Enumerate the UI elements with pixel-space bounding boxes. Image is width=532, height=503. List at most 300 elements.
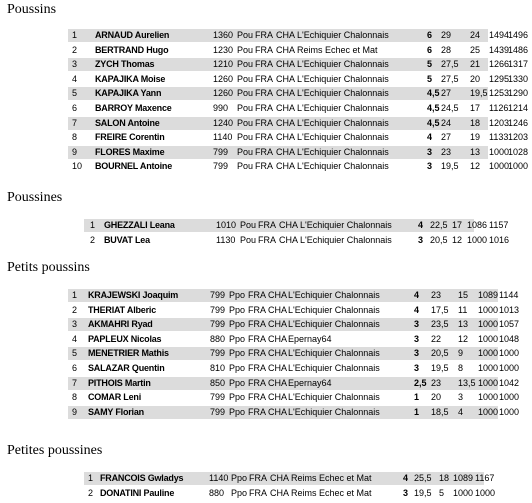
cell-last: 1486 [508, 45, 529, 55]
cell-rank: 3 [72, 59, 78, 69]
cell-perf: 1000 [478, 305, 499, 315]
cell-pts: 4 [403, 473, 409, 483]
cell-buch: 19,5 [414, 488, 432, 498]
cell-name: FRANCOIS Gwladys [100, 473, 184, 483]
cell-rank: 8 [72, 392, 78, 402]
cell-lig: CHA [270, 473, 290, 483]
table-row [68, 391, 520, 404]
cell-rank: 1 [90, 220, 96, 230]
cell-lig: CHA [268, 392, 288, 402]
cell-name: PITHOIS Martin [88, 378, 151, 388]
cell-lig: CHA [276, 103, 296, 113]
cell-buch: 24 [441, 118, 452, 128]
cell-lig: CHA [276, 88, 296, 98]
cell-pts: 3 [427, 147, 433, 157]
cell-pts: 4 [414, 290, 420, 300]
cell-rank: 1 [88, 473, 94, 483]
cell-fed: FRA [248, 319, 266, 329]
cell-elo: 810 [210, 363, 226, 373]
cell-cat: Pou [237, 103, 254, 113]
cell-club: L'Echiquier Chalonnais [288, 290, 380, 300]
cell-pts: 3 [427, 161, 433, 171]
cell-club: L'Echiquier Chalonnais [297, 103, 389, 113]
cell-fed: FRA [255, 30, 273, 40]
cell-lig: CHA [268, 378, 288, 388]
cell-cat: Ppo [229, 348, 246, 358]
cell-cat: Pou [240, 220, 257, 230]
cell-last: 1000 [499, 348, 520, 358]
cell-cat: Ppo [229, 363, 246, 373]
cell-cat: Pou [240, 235, 257, 245]
cell-pts: 2,5 [414, 378, 427, 388]
cell-cat: Ppo [229, 334, 246, 344]
table-row [68, 318, 520, 331]
cell-club: L'Echiquier Chalonnais [288, 319, 380, 329]
cell-last: 1144 [499, 290, 519, 300]
cell-perf: 1000 [478, 334, 499, 344]
cell-perf: 1126 [489, 103, 509, 113]
cell-lig: CHA [276, 30, 296, 40]
cell-rank: 6 [72, 363, 78, 373]
cell-elo: 799 [210, 290, 226, 300]
cell-rank: 4 [72, 334, 78, 344]
cell-buch: 20 [431, 392, 442, 402]
cell-cat: Ppo [229, 378, 246, 388]
cell-rank: 7 [72, 378, 78, 388]
cell-cat: Pou [237, 88, 254, 98]
cell-buch: 29 [441, 30, 452, 40]
cell-club: L'Echiquier Chalonnais [288, 305, 380, 315]
cell-name: FREIRE Corentin [95, 132, 165, 142]
cell-cat: Pou [237, 161, 254, 171]
cell-elo: 799 [210, 305, 226, 315]
cell-tb: 24 [470, 30, 481, 40]
cell-name: BERTRAND Hugo [95, 45, 169, 55]
cell-last: 1214 [508, 103, 529, 113]
cell-fed: FRA [255, 161, 273, 171]
table-row [68, 58, 529, 71]
cell-pts: 5 [427, 74, 433, 84]
table-row [68, 406, 520, 419]
cell-elo: 799 [210, 348, 226, 358]
cell-club: Reims Echec et Mat [291, 473, 372, 483]
cell-fed: FRA [248, 348, 266, 358]
cell-club: Reims Echec et Mat [291, 488, 372, 498]
cell-rank: 8 [72, 132, 78, 142]
cell-last: 1000 [499, 363, 520, 373]
cell-last: 1246 [508, 118, 529, 128]
cell-cat: Pou [237, 45, 254, 55]
cell-rank: 2 [90, 235, 96, 245]
table-row [68, 44, 529, 57]
cell-fed: FRA [248, 392, 266, 402]
cell-club: L'Echiquier Chalonnais [297, 74, 389, 84]
cell-name: DONATINI Pauline [100, 488, 175, 498]
cell-lig: CHA [276, 74, 296, 84]
cell-name: ARNAUD Aurelien [95, 30, 170, 40]
cell-perf: 1000 [453, 488, 474, 498]
cell-buch: 23 [431, 290, 442, 300]
cell-last: 1157 [489, 220, 509, 230]
table-row [84, 487, 496, 500]
cell-pts: 1 [414, 407, 420, 417]
cell-elo: 799 [213, 147, 229, 157]
cell-tb: 3 [458, 392, 464, 402]
cell-name: COMAR Leni [88, 392, 141, 402]
cell-tb: 13 [458, 319, 469, 329]
cell-fed: FRA [248, 363, 266, 373]
cell-tb: 13,5 [458, 378, 476, 388]
cell-name: SALON Antoine [95, 118, 160, 128]
cell-lig: CHA [276, 132, 296, 142]
cell-lig: CHA [279, 220, 299, 230]
cell-perf: 1000 [478, 363, 499, 373]
cell-cat: Ppo [231, 473, 248, 483]
cell-perf: 1000 [489, 161, 510, 171]
cell-last: 1000 [499, 392, 520, 402]
cell-cat: Pou [237, 30, 254, 40]
cell-fed: FRA [255, 103, 273, 113]
section-title: Petites poussines [7, 443, 103, 458]
cell-perf: 1089 [453, 473, 474, 483]
cell-last: 1290 [508, 88, 529, 98]
cell-cat: Pou [237, 147, 254, 157]
cell-buch: 23 [431, 378, 442, 388]
cell-cat: Ppo [229, 407, 246, 417]
cell-tb: 12 [470, 161, 481, 171]
cell-tb: 17 [470, 103, 481, 113]
cell-rank: 2 [72, 305, 78, 315]
cell-last: 1000 [475, 488, 496, 498]
cell-tb: 9 [458, 348, 464, 358]
cell-elo: 1230 [213, 45, 234, 55]
cell-name: BOURNEL Antoine [95, 161, 172, 171]
cell-buch: 22,5 [430, 220, 448, 230]
section-title: Petits poussins [7, 260, 90, 275]
cell-rank: 2 [72, 45, 78, 55]
cell-name: ZYCH Thomas [95, 59, 155, 69]
cell-tb: 18 [470, 118, 481, 128]
cell-name: AKMAHRI Ryad [88, 319, 153, 329]
cell-last: 1048 [499, 334, 520, 344]
cell-last: 1057 [499, 319, 520, 329]
cell-elo: 1140 [209, 473, 229, 483]
cell-pts: 4 [418, 220, 424, 230]
cell-club: L'Echiquier Chalonnais [297, 147, 389, 157]
table-row [68, 362, 520, 375]
cell-pts: 4,5 [427, 118, 440, 128]
table-row [68, 87, 529, 100]
table-row [68, 146, 529, 159]
cell-pts: 3 [414, 334, 420, 344]
cell-pts: 4,5 [427, 103, 440, 113]
cell-buch: 27 [441, 132, 452, 142]
cell-cat: Pou [237, 59, 254, 69]
table-row [84, 472, 495, 485]
cell-pts: 6 [427, 30, 433, 40]
cell-perf: 1203 [489, 118, 510, 128]
cell-fed: FRA [255, 88, 273, 98]
cell-fed: FRA [248, 378, 266, 388]
cell-perf: 1295 [489, 74, 510, 84]
cell-name: SALAZAR Quentin [88, 363, 165, 373]
cell-elo: 799 [210, 319, 226, 329]
cell-pts: 3 [414, 348, 420, 358]
cell-tb: 12 [452, 235, 463, 245]
cell-elo: 1140 [213, 132, 233, 142]
cell-pts: 3 [403, 488, 409, 498]
table-row [68, 73, 529, 86]
cell-pts: 6 [427, 45, 433, 55]
cell-last: 1028 [508, 147, 529, 157]
table-row [68, 304, 520, 317]
cell-rank: 5 [72, 88, 78, 98]
cell-tb: 25 [470, 45, 481, 55]
cell-last: 1042 [499, 378, 520, 388]
cell-tb: 21 [470, 59, 481, 69]
cell-perf: 1000 [489, 147, 510, 157]
cell-buch: 28 [441, 45, 452, 55]
cell-fed: FRA [249, 473, 267, 483]
cell-name: KRAJEWSKI Joaquim [88, 290, 179, 300]
cell-club: L'Echiquier Chalonnais [288, 392, 380, 402]
cell-fed: FRA [258, 220, 276, 230]
table-row [68, 333, 520, 346]
cell-lig: CHA [268, 363, 288, 373]
cell-lig: CHA [268, 407, 288, 417]
cell-pts: 1 [414, 392, 420, 402]
cell-fed: FRA [255, 132, 273, 142]
cell-elo: 1240 [213, 118, 234, 128]
cell-elo: 1260 [213, 74, 234, 84]
cell-cat: Ppo [229, 305, 246, 315]
cell-buch: 20,5 [430, 235, 448, 245]
cell-perf: 1494 [489, 30, 510, 40]
cell-buch: 23 [441, 147, 452, 157]
cell-perf: 1439 [489, 45, 510, 55]
cell-lig: CHA [279, 235, 299, 245]
cell-rank: 9 [72, 407, 78, 417]
cell-name: FLORES Maxime [95, 147, 165, 157]
cell-fed: FRA [248, 305, 266, 315]
table-row [68, 29, 529, 42]
cell-tb: 5 [439, 488, 445, 498]
cell-name: BUVAT Lea [104, 235, 150, 245]
cell-lig: CHA [276, 161, 296, 171]
cell-cat: Ppo [231, 488, 248, 498]
cell-last: 1317 [508, 59, 529, 69]
cell-name: BARROY Maxence [95, 103, 172, 113]
section-title: Poussines [7, 190, 63, 205]
cell-last: 1496 [508, 30, 529, 40]
cell-club: L'Echiquier Chalonnais [297, 161, 389, 171]
cell-fed: FRA [258, 235, 276, 245]
cell-lig: CHA [276, 118, 296, 128]
cell-tb: 8 [458, 363, 464, 373]
table-row [68, 131, 529, 144]
table-row [84, 234, 510, 247]
table-row [84, 219, 509, 232]
cell-elo: 1130 [216, 235, 236, 245]
cell-name: THERIAT Alberic [88, 305, 157, 315]
cell-last: 1000 [508, 161, 529, 171]
cell-lig: CHA [268, 290, 288, 300]
cell-lig: CHA [268, 348, 288, 358]
cell-fed: FRA [255, 118, 273, 128]
cell-tb: 13 [470, 147, 481, 157]
cell-elo: 1360 [213, 30, 234, 40]
cell-rank: 1 [72, 30, 78, 40]
cell-perf: 1000 [478, 348, 499, 358]
cell-tb: 11 [458, 305, 468, 315]
cell-lig: CHA [276, 147, 296, 157]
table-row [68, 347, 520, 360]
cell-buch: 27,5 [441, 59, 459, 69]
cell-last: 1016 [489, 235, 510, 245]
cell-rank: 5 [72, 348, 78, 358]
cell-name: GHEZZALI Leana [104, 220, 175, 230]
cell-rank: 9 [72, 147, 78, 157]
cell-last: 1000 [499, 407, 520, 417]
cell-lig: CHA [268, 319, 288, 329]
cell-perf: 1089 [478, 290, 499, 300]
cell-tb: 20 [470, 74, 481, 84]
cell-club: L'Echiquier Chalonnais [288, 363, 380, 373]
cell-perf: 1000 [478, 378, 499, 388]
cell-club: Reims Echec et Mat [297, 45, 378, 55]
cell-pts: 3 [414, 363, 420, 373]
cell-club: L'Echiquier Chalonnais [300, 235, 392, 245]
cell-elo: 1210 [213, 59, 234, 69]
cell-rank: 7 [72, 118, 78, 128]
cell-club: L'Echiquier Chalonnais [288, 407, 380, 417]
cell-pts: 5 [427, 59, 433, 69]
cell-fed: FRA [255, 59, 273, 69]
cell-fed: FRA [255, 147, 273, 157]
cell-rank: 3 [72, 319, 78, 329]
cell-name: PAPLEUX Nicolas [88, 334, 162, 344]
cell-name: KAPAJIKA Moise [95, 74, 166, 84]
cell-elo: 799 [210, 407, 226, 417]
cell-perf: 1253 [489, 88, 510, 98]
cell-name: SAMY Florian [88, 407, 144, 417]
cell-last: 1167 [475, 473, 495, 483]
cell-buch: 23,5 [431, 319, 449, 329]
cell-perf: 1000 [478, 319, 499, 329]
cell-buch: 18,5 [431, 407, 449, 417]
table-row [68, 102, 529, 115]
cell-tb: 4 [458, 407, 464, 417]
cell-pts: 3 [418, 235, 424, 245]
cell-buch: 22 [431, 334, 442, 344]
cell-elo: 850 [210, 378, 226, 388]
cell-club: L'Echiquier Chalonnais [297, 118, 389, 128]
cell-buch: 27 [441, 88, 452, 98]
cell-pts: 4 [414, 305, 420, 315]
cell-name: MENETRIER Mathis [88, 348, 169, 358]
cell-buch: 24,5 [441, 103, 459, 113]
table-row [68, 377, 520, 390]
cell-perf: 1266 [489, 59, 510, 69]
cell-buch: 25,5 [414, 473, 432, 483]
cell-perf: 1000 [478, 407, 499, 417]
cell-elo: 799 [213, 161, 229, 171]
cell-lig: CHA [276, 45, 296, 55]
section-title: Poussins [7, 2, 57, 17]
cell-last: 1013 [499, 305, 520, 315]
cell-club: L'Echiquier Chalonnais [288, 348, 380, 358]
cell-club: L'Echiquier Chalonnais [297, 88, 389, 98]
cell-tb: 18 [439, 473, 450, 483]
cell-lig: CHA [268, 305, 288, 315]
cell-rank: 6 [72, 103, 78, 113]
cell-club: L'Echiquier Chalonnais [297, 30, 389, 40]
cell-pts: 4 [427, 132, 433, 142]
cell-cat: Ppo [229, 319, 246, 329]
cell-buch: 19,5 [441, 161, 459, 171]
cell-elo: 1010 [216, 220, 237, 230]
cell-name: KAPAJIKA Yann [95, 88, 162, 98]
cell-fed: FRA [255, 74, 273, 84]
cell-tb: 15 [458, 290, 469, 300]
cell-club: Epernay64 [288, 334, 332, 344]
table-row [68, 289, 519, 302]
cell-rank: 1 [72, 290, 78, 300]
cell-tb: 17 [452, 220, 463, 230]
cell-perf: 1000 [478, 392, 499, 402]
cell-perf: 1133 [489, 132, 509, 142]
cell-elo: 799 [210, 392, 226, 402]
cell-last: 1330 [508, 74, 529, 84]
cell-pts: 4,5 [427, 88, 440, 98]
cell-cat: Pou [237, 118, 254, 128]
cell-rank: 4 [72, 74, 78, 84]
cell-tb: 19 [470, 132, 481, 142]
cell-cat: Ppo [229, 290, 246, 300]
table-row [68, 117, 529, 130]
cell-fed: FRA [255, 45, 273, 55]
cell-last: 1203 [508, 132, 529, 142]
cell-lig: CHA [276, 59, 296, 69]
cell-cat: Pou [237, 74, 254, 84]
cell-fed: FRA [248, 290, 266, 300]
cell-club: L'Echiquier Chalonnais [297, 132, 389, 142]
cell-lig: CHA [270, 488, 290, 498]
cell-perf: 1000 [467, 235, 488, 245]
cell-buch: 17,5 [431, 305, 449, 315]
cell-elo: 880 [210, 334, 226, 344]
cell-fed: FRA [249, 488, 267, 498]
cell-cat: Ppo [229, 392, 246, 402]
cell-rank: 10 [72, 161, 83, 171]
cell-fed: FRA [248, 407, 266, 417]
cell-club: Epernay64 [288, 378, 332, 388]
cell-cat: Pou [237, 132, 254, 142]
cell-buch: 19,5 [431, 363, 449, 373]
cell-tb: 19,5 [470, 88, 488, 98]
cell-tb: 12 [458, 334, 469, 344]
cell-pts: 3 [414, 319, 420, 329]
cell-perf: 1086 [467, 220, 488, 230]
cell-elo: 1260 [213, 88, 234, 98]
cell-club: L'Echiquier Chalonnais [300, 220, 392, 230]
cell-fed: FRA [248, 334, 266, 344]
cell-buch: 27,5 [441, 74, 459, 84]
table-row [68, 160, 529, 173]
cell-lig: CHA [268, 334, 288, 344]
cell-elo: 880 [209, 488, 225, 498]
cell-rank: 2 [88, 488, 94, 498]
